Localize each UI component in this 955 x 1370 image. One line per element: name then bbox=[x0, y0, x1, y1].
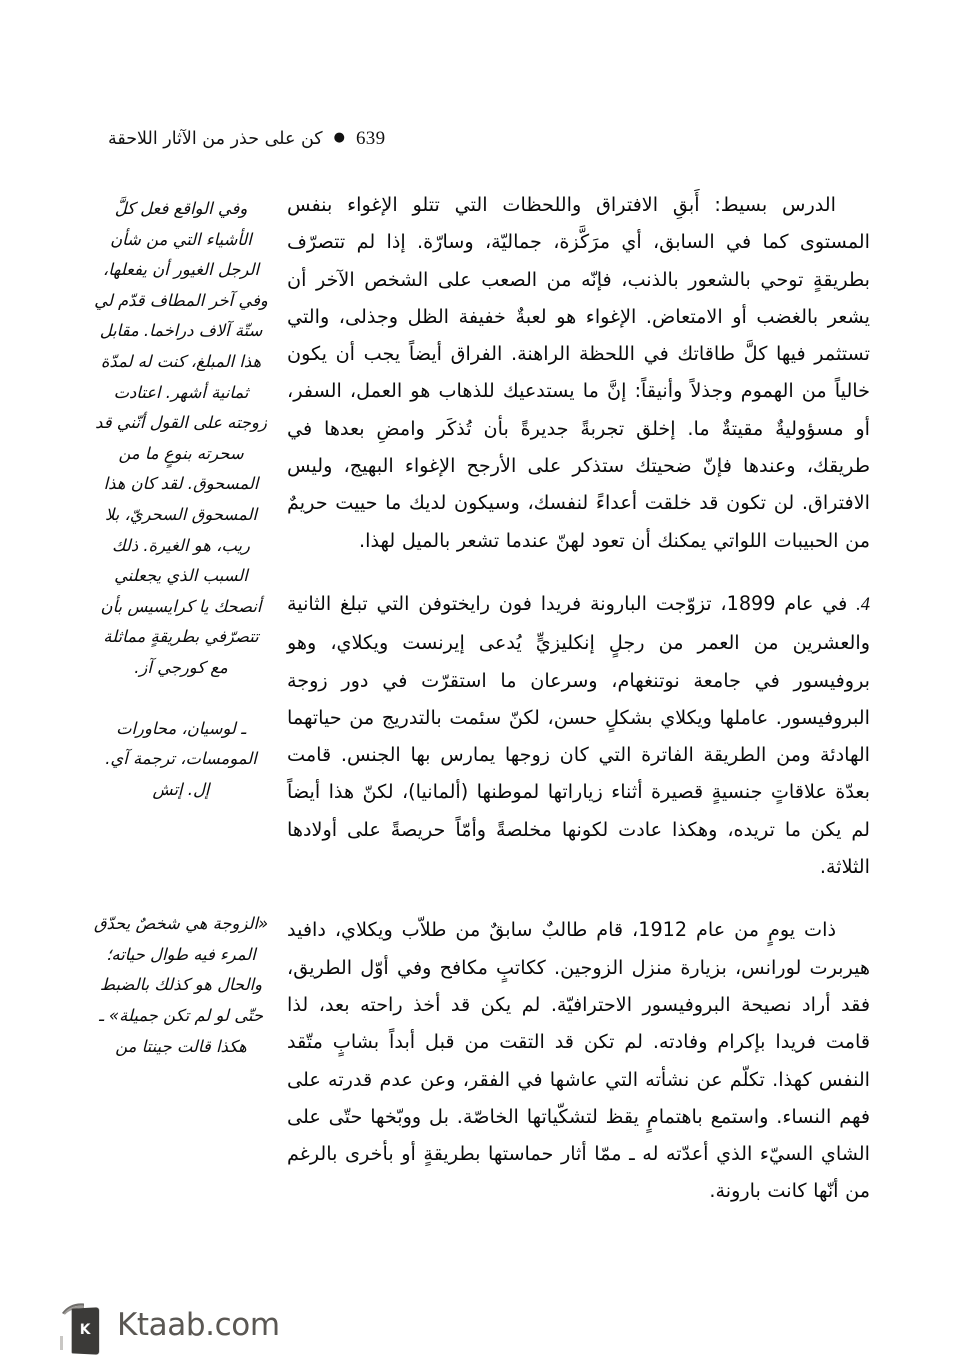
main-text-column bbox=[287, 186, 870, 1210]
header-bullet-separator-icon: ● bbox=[333, 130, 345, 145]
running-header-inner bbox=[108, 128, 385, 150]
paragraph-lesson: الدرس بسيط: أَبقِ الافتراق واللحظات التي تتلو الإغواء بنفس المستوى كما في السابق، أي مرَكَّزة، جماليّة، وسارّة. إذا لم تتصرّف بطريقةٍ توحي بالشعور بالذنب، فإنّه من الصعب على الشخص الآخر أن يشعر بالغضب أو الامتعاض. الإغواء هو لعبةٌ خفيفة الظل وجذلى، والتي تستثمر فيها كلَّ طاقاتك في اللحظة الراهنة. الفراق أيضاً يجب أن يكون خالياً من الهموم وجذلاً وأنيقاً: إنَّ ما يستدعيك للذهاب هو العمل، السفر، أو مسؤوليةٌ مقيتةٌ ما. إخلق تجربةً جديرةً بأن تُذكَر وامضِ بعدها في طريقك، وعندها فإنّ ضحيتك ستذكر على الأرجح الإغواء البهيج، وليس الافتراق. لن تكون قد خلقت أعداءً لنفسك، وسيكون لديك ما حييت حريمٌ من الحبيبات اللواتي يمكنك أن تعود لهنّ عندما تشعر بالميل لهذا. bbox=[287, 193, 870, 552]
page-number: 639 bbox=[355, 128, 386, 149]
book-cover-icon bbox=[72, 1307, 100, 1354]
margin-quote-lucian: وفي الواقع فعل كلَّ الأشياء التي من شأن الرجل الغيور أن يفعلها، وفي آخر المطاف قدّم لي ستّة آلاف دراخما. مقابل هذا المبلغ، كنت له لمدّة ثمانية أشهر. اعتادت زوجته على القول أنّني قد سحرته بنوعٍ ما من المسحوق. لقد كان هذا المسحوق السحريّ، بلا ريب، هو الغيرة. ذلك السبب الذي يجعلني أنصحك يا كرايسيس بأن تتصرّفي بطريقةٍ مماثلة مع كورجي آز. bbox=[94, 199, 268, 677]
page-body bbox=[0, 186, 955, 1220]
watermark-brand-label: Ktaab.com bbox=[117, 1306, 280, 1343]
paragraph-spacer bbox=[287, 885, 870, 911]
paragraph-number-marker: 4. bbox=[856, 594, 870, 615]
site-watermark bbox=[60, 1296, 280, 1354]
margin-notes-column bbox=[92, 194, 270, 1062]
logo-letter: K bbox=[79, 1321, 91, 1339]
paragraph-baroness bbox=[287, 585, 870, 885]
margin-block-spacer bbox=[92, 805, 270, 909]
open-book-icon bbox=[60, 1296, 104, 1354]
running-header bbox=[0, 128, 955, 158]
paragraph-baroness-text: في عام 1899، تزوّجت البارونة فريدا فون رايختوفن التي تبلغ الثانية والعشرين من العمر من رجلٍ إنكليزيٍّ يُدعى إيرنست ويكلاي، وهو بروفيسور في جامعة نوتنغهام، وسرعان ما استقرّت في دور زوجة البروفيسور. عاملها ويكلاي بشكلٍ حسن، لكنّ سئمت بالتدريج من حياتهما الهادئة ومن الطريقة الفاترة التي كان زوجها يمارس بها الجنس. قامت بعدّة علاقاتٍ جنسيةٍ قصيرة أثناء زياراتها لموطنها (ألمانيا)، لكنّ هذا أيضاً لم يكن ما تريده، وهكذا عادت لكونها مخلصةً وأمّاً حريصةً على أولادها الثلاثة. bbox=[287, 591, 870, 879]
margin-quote-wife: «الزوجة هي شخصٌ يحدّق المرء فيه طوال حياته؛ والحال هو كذلك بالضبط حتّى لو لم تكن جميلة» ـ هكذا قالت جينتا من bbox=[93, 914, 269, 1056]
book-spine-tick bbox=[60, 1336, 63, 1350]
paragraph-lawrence: ذات يومٍ من عام 1912، قام طالبٌ سابقٌ من طلاّب ويكلاي، دافيد هيربرت لورانس، بزيارة منزل الزوجين. ككاتبٍ مكافح وفي أوّل الطريق، فقد أراد نصيحة البروفيسور الاحترافيّة. لم يكن قد أخذ راحته بعد، لذا قامت فريدا بإكرام وفادته. لم تكن قد التقت من قبل أبداً بشابٍ متّقد النفس كهذا. تكلّم عن نشأته التي عاشها في الفقر، وعن عدم قدرته على فهم النساء. واستمع باهتمامٍ يقظ لتشكّياتها الخاصّة. بل ووبّخها حتّى على الشاي السيّء الذي أعدّته له ـ ممّا أثار حماستها بطريقةٍ أو بأخرى بالرغم من أنّها كانت بارونة. bbox=[287, 918, 870, 1203]
paragraph-spacer bbox=[287, 559, 870, 585]
header-chapter-title: كن على حذر من الآثار اللاحقة bbox=[108, 129, 323, 149]
margin-quote-attribution: ـ لوسيان، محاورات المومسات، ترجمة آي. إل. إتش bbox=[105, 718, 257, 799]
